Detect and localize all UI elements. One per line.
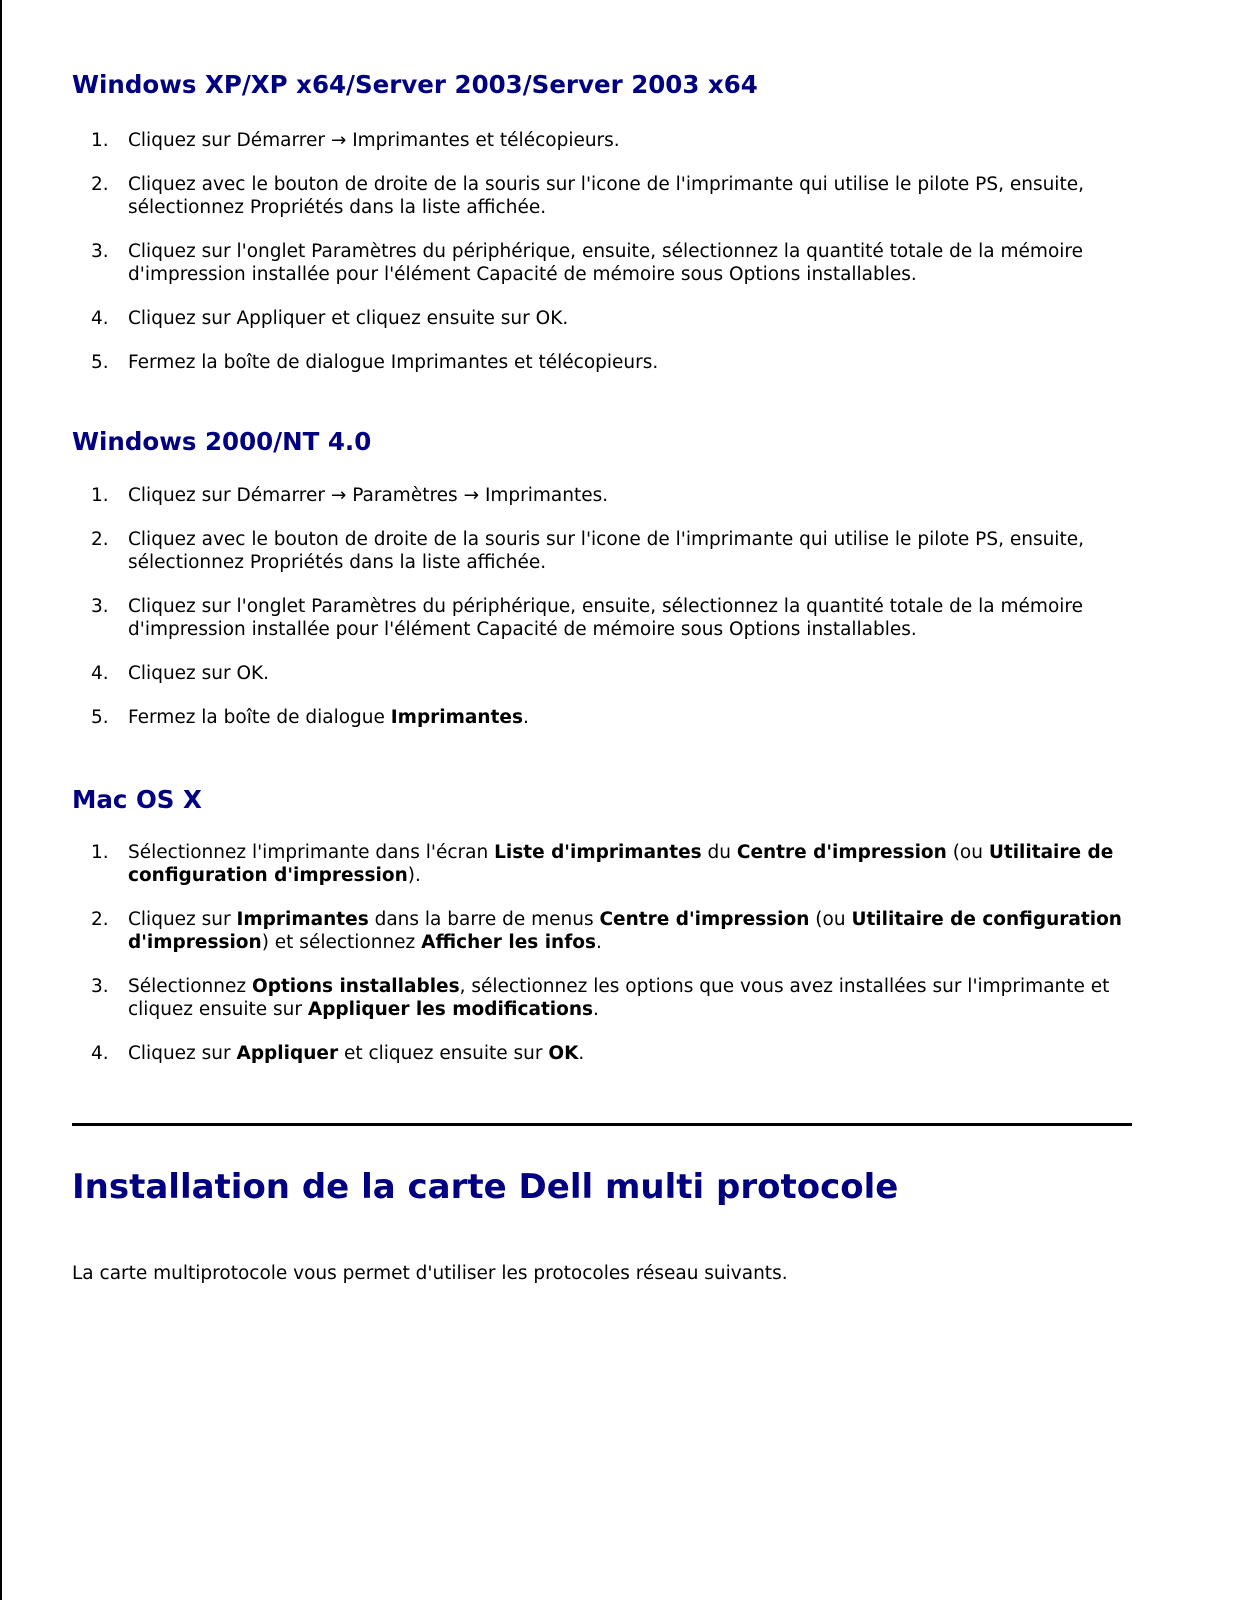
step-text: Cliquez sur [128,909,237,930]
left-border-line [0,0,2,1600]
step-item [72,528,1132,574]
step-number: 5. [91,352,109,373]
step-text: dans la barre de menus [368,909,600,930]
section-title-windows-2000: Windows 2000/NT 4.0 [72,427,372,456]
section-title-windows-xp: Windows XP/XP x64/Server 2003/Server 2003 x64 [72,70,758,99]
step-text: ) et sélectionnez [261,932,422,953]
step-text: . [595,932,602,953]
step-number: 2. [91,174,109,195]
step-text: (ou [809,909,852,930]
section-title-mac-os-x: Mac OS X [72,785,202,814]
step-text: . [522,707,529,728]
step-text: et cliquez ensuite sur [338,1043,549,1064]
step-item [72,240,1132,286]
horizontal-divider [72,1123,1132,1126]
step-text: Cliquez avec le bouton de droite de la souris sur l'icone de l'imprimante qui utilise le pilote PS, ensuite, sélectionnez Propriétés dans la liste affichée. [128,174,1084,218]
step-text: Cliquez sur l'onglet Paramètres du périphérique, ensuite, sélectionnez la quantité totale de la mémoire d'impression installée pour l'élément Capacité de mémoire sous Options installables. [128,241,1083,285]
step-item [72,662,1132,685]
step-item [72,1042,1132,1065]
step-text: Fermez la boîte de dialogue Imprimantes et télécopieurs. [128,352,659,373]
step-item [72,129,1132,152]
step-text-bold: Utilitaire de configuration d'impression [128,842,1114,886]
steps-list-mac-os-x [72,841,1132,1086]
step-text: Sélectionnez [128,976,252,997]
step-text: . [593,999,599,1020]
step-number: 1. [91,485,109,506]
step-item [72,484,1132,507]
step-text-bold: Centre d'impression [599,909,810,930]
step-number: 1. [91,130,109,151]
step-text: . [578,1043,585,1064]
step-text-bold: Appliquer les modifications [307,999,594,1020]
step-text-bold: Utilitaire de configuration d'impression [128,909,1122,953]
steps-list-windows-2000 [72,484,1132,750]
step-number: 2. [91,529,109,550]
step-number: 5. [91,707,109,728]
step-text: Cliquez avec le bouton de droite de la souris sur l'icone de l'imprimante qui utilise le pilote PS, ensuite, sélectionnez Propriétés dans la liste affichée. [128,529,1084,573]
step-text-bold: Centre d'impression [736,842,947,863]
step-item [72,706,1132,729]
step-text: Cliquez sur l'onglet Paramètres du périphérique, ensuite, sélectionnez la quantité totale de la mémoire d'impression installée pour l'élément Capacité de mémoire sous Options installables. [128,596,1083,640]
step-text-bold: Afficher les infos [421,932,596,953]
step-text: ). [407,865,421,886]
step-text: (ou [946,842,989,863]
step-text-bold: OK [548,1043,579,1064]
step-item [72,908,1132,954]
step-number: 3. [91,976,109,997]
step-text-bold: Imprimantes [390,707,523,728]
step-item [72,307,1132,330]
step-item [72,841,1132,887]
step-number: 1. [91,842,109,863]
step-number: 4. [91,1043,109,1064]
step-text-bold: Liste d'imprimantes [494,842,702,863]
step-text: Cliquez sur [128,1043,237,1064]
step-item [72,975,1132,1021]
step-item [72,173,1132,219]
step-text: Cliquez sur Appliquer et cliquez ensuite sur OK. [128,308,569,329]
step-number: 3. [91,241,109,262]
step-text: Sélectionnez l'imprimante dans l'écran [128,842,495,863]
step-item [72,351,1132,374]
step-text: du [701,842,737,863]
steps-list-windows-xp [72,129,1132,395]
step-number: 2. [91,909,109,930]
step-number: 4. [91,308,109,329]
step-text-bold: Imprimantes [236,909,369,930]
step-text: Cliquez sur OK. [128,663,270,684]
step-text: Cliquez sur Démarrer → Imprimantes et télécopieurs. [128,130,620,151]
step-item [72,595,1132,641]
step-text-bold: Appliquer [236,1043,339,1064]
step-text: , sélectionnez les options que vous avez installées sur l'imprimante et cliquez ensuite sur [128,976,1110,1020]
step-number: 3. [91,596,109,617]
step-number: 4. [91,663,109,684]
step-text-bold: Options installables [251,976,460,997]
step-text: Cliquez sur Démarrer → Paramètres → Imprimantes. [128,485,609,506]
intro-paragraph: La carte multiprotocole vous permet d'utiliser les protocoles réseau suivants. [72,1263,788,1284]
step-text: Fermez la boîte de dialogue [128,707,391,728]
main-title: Installation de la carte Dell multi protocole [72,1167,899,1207]
